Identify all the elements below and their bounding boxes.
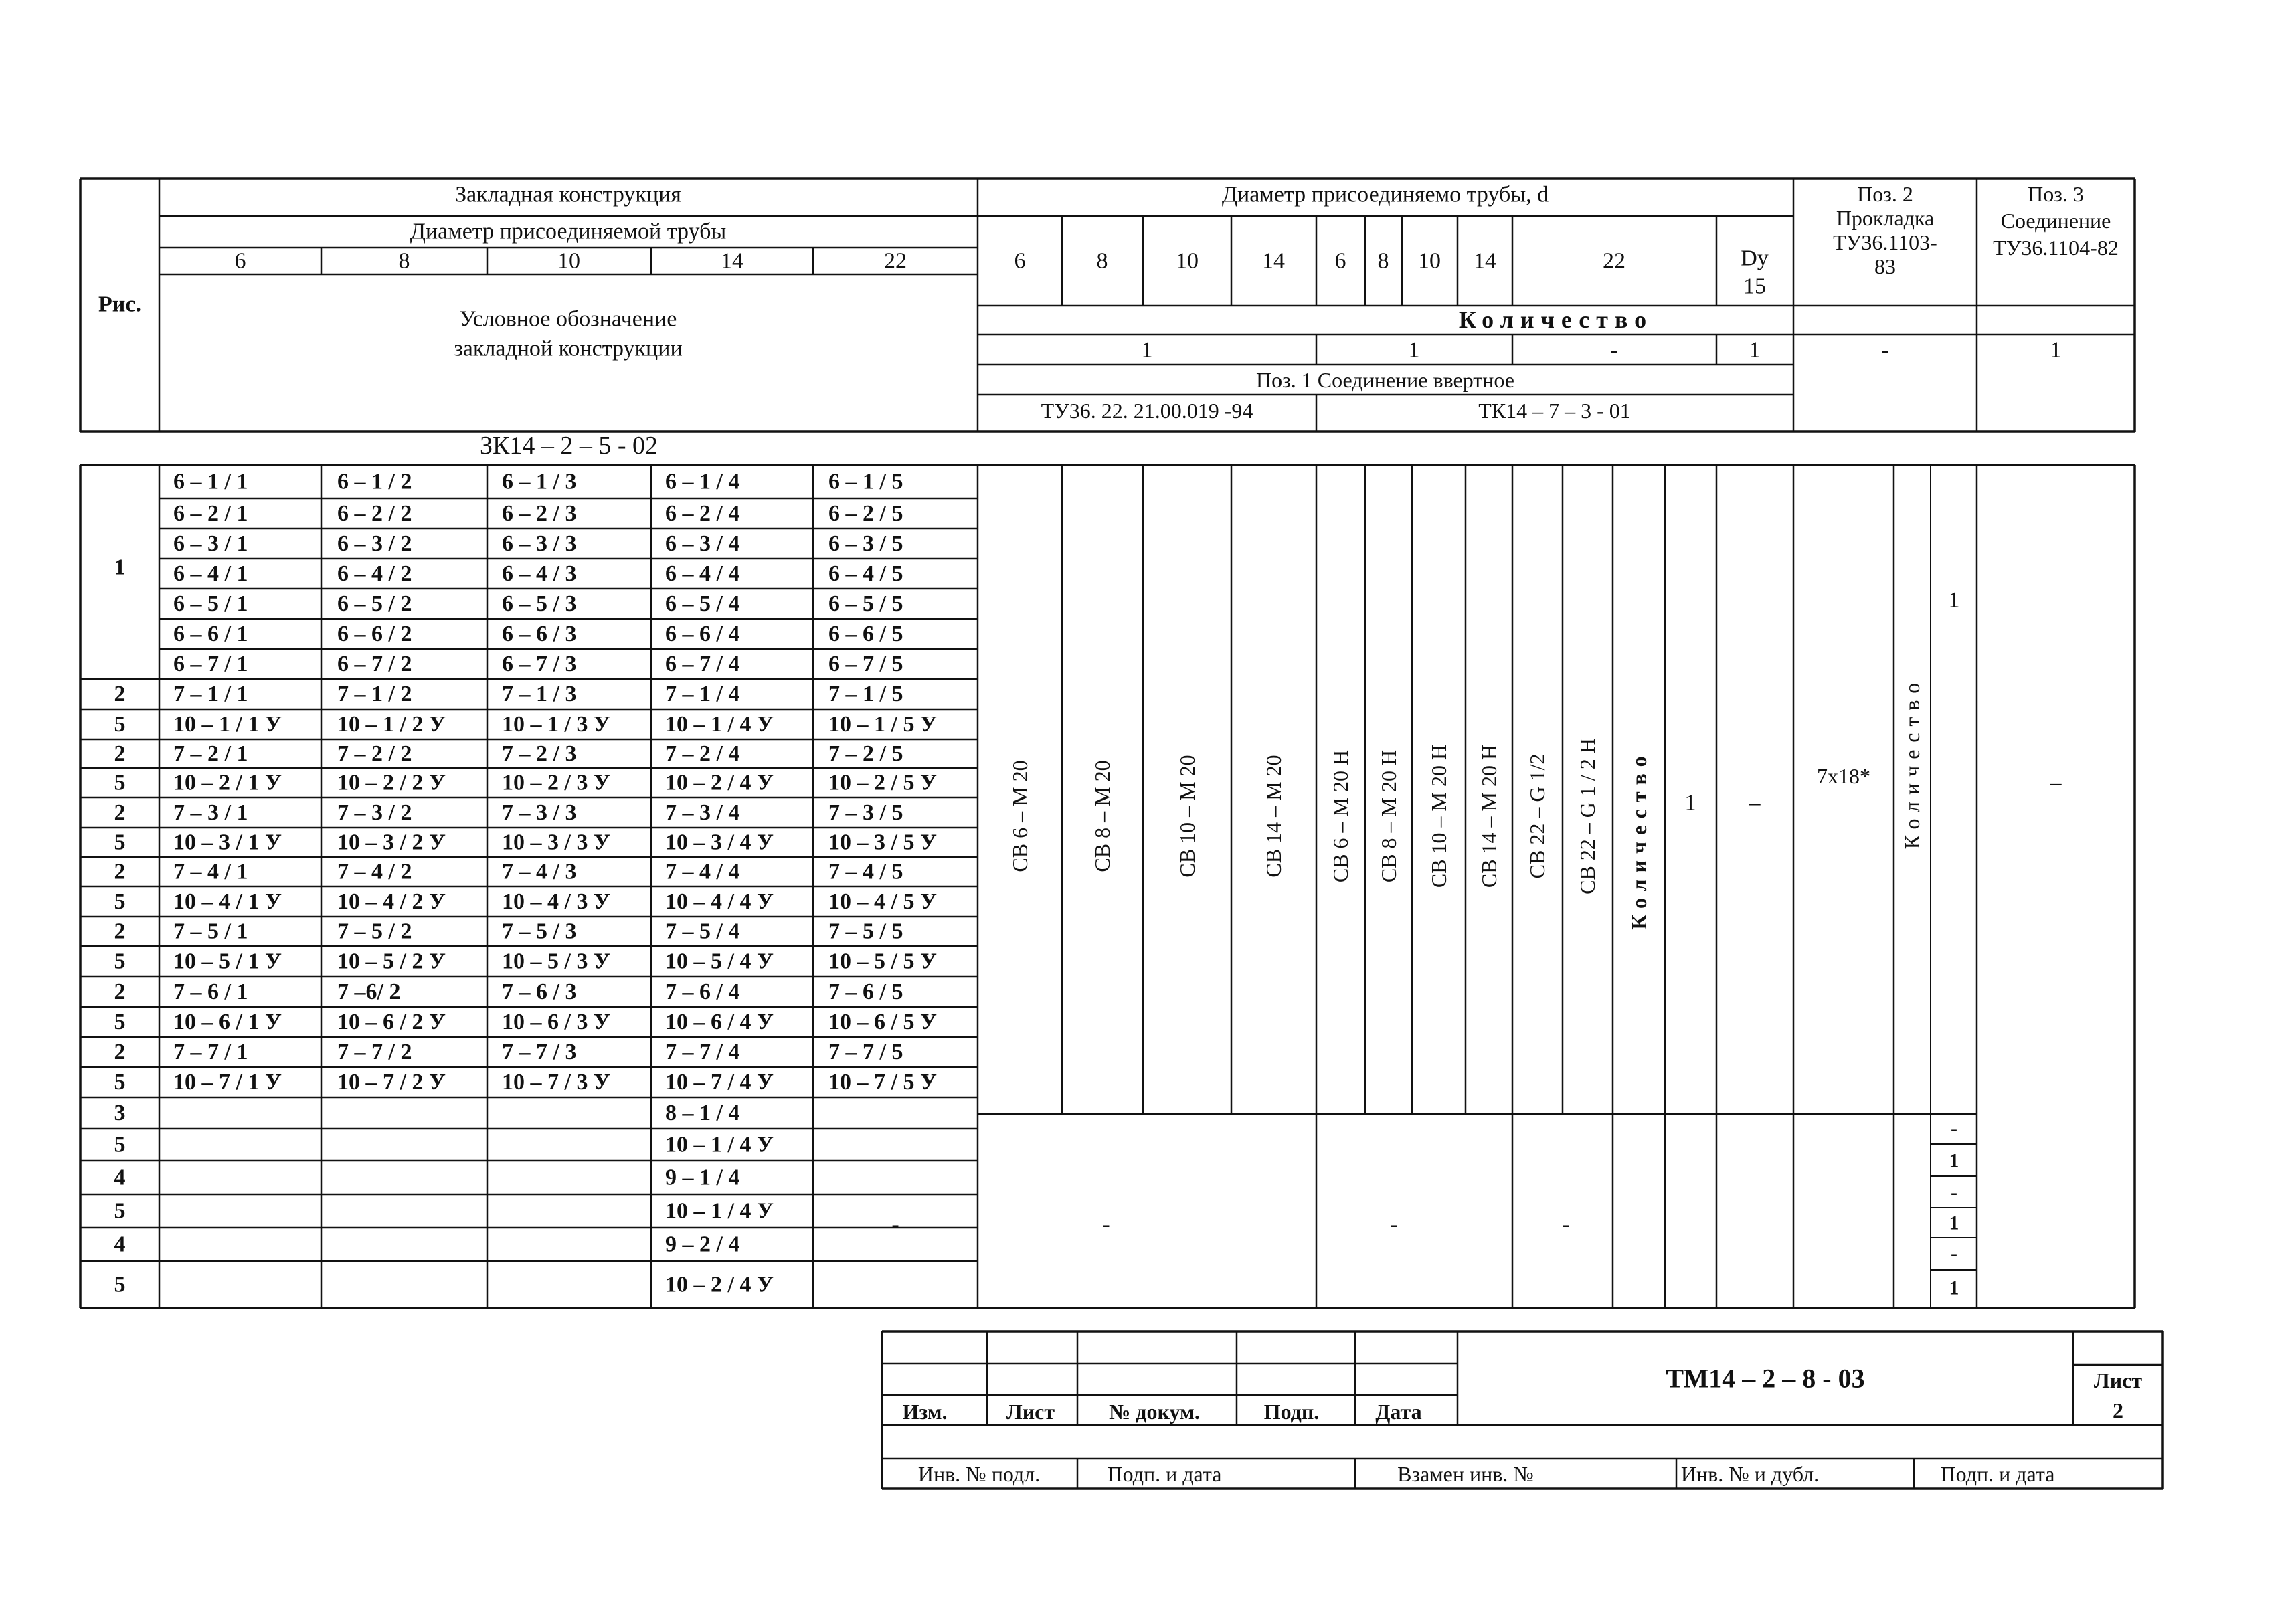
designation-cell: 7 – 5 / 1: [173, 919, 248, 944]
designation-cell: 7 – 6 / 1: [173, 979, 248, 1004]
designation-cell: 7 – 5 / 5: [828, 919, 903, 944]
upper-qty: 1: [1684, 790, 1696, 816]
tu-right: ТК14 – 7 – 3 - 01: [1478, 399, 1631, 423]
designation-cell: 10 – 1 / 2 У: [337, 712, 446, 737]
designation-cell: 10 – 3 / 1 У: [173, 830, 282, 855]
diam-value: 10: [557, 248, 580, 274]
designation-cell: 10 – 5 / 1 У: [173, 949, 282, 974]
pipe-diam: 8: [1096, 248, 1108, 274]
designation-cell: 6 – 7 / 5: [828, 652, 903, 676]
vertical-label: СВ 22 – G 1 / 2 Н: [1575, 738, 1599, 895]
designation-cell: 6 – 6 / 2: [337, 622, 412, 646]
designation-cell: 10 – 4 / 1 У: [173, 889, 282, 914]
designation-cell: 10 – 1 / 4 У: [665, 1198, 774, 1224]
qty-value: 1: [1408, 337, 1420, 363]
designation-cell: 7 – 1 / 2: [337, 682, 412, 707]
designation-cell: 10 – 6 / 4 У: [665, 1010, 774, 1034]
pipe-diam: 14: [1474, 248, 1496, 274]
designation-cell: 7 – 7 / 1: [173, 1040, 248, 1064]
fig-number: 1: [114, 555, 126, 580]
designation-cell: 7 – 2 / 5: [828, 741, 903, 766]
designation-cell: 7 – 2 / 2: [337, 741, 412, 766]
fig-number: 5: [114, 1198, 126, 1224]
designation-cell: 10 – 2 / 1 У: [173, 770, 282, 795]
designation-cell: 7 – 3 / 5: [828, 800, 903, 825]
diam-value: 6: [234, 248, 246, 274]
diam-pipe-title: Диаметр присоединяемо трубы, d: [1221, 182, 1549, 207]
stamp-bottom: Подп. и дата: [1940, 1462, 2055, 1486]
designation-cell: 7 – 4 / 4: [665, 859, 740, 884]
designation-cell: 6 – 1 / 1: [173, 469, 248, 494]
fig-number: 2: [114, 682, 126, 707]
fig-number: 3: [114, 1101, 126, 1125]
designation-cell: 7 – 4 / 2: [337, 859, 412, 884]
designation-cell: 10 – 1 / 1 У: [173, 712, 282, 737]
designation-cell: 10 – 4 / 3 У: [502, 889, 610, 914]
pos2-line: ТУ36.1103-: [1833, 230, 1937, 254]
stamp-bottom: Инв. № подл.: [917, 1462, 1041, 1486]
vertical-label: СВ 14 – М 20 Н: [1477, 744, 1501, 888]
designation-cell: 6 – 3 / 4: [665, 531, 740, 556]
designation-cell: 7 – 7 / 5: [828, 1040, 903, 1064]
stamp-label: Дата: [1375, 1400, 1422, 1424]
sheet-number: 2: [2113, 1398, 2123, 1422]
designation-cell: 7 – 6 / 5: [828, 979, 903, 1004]
uslovnoe-line2: закладной конструкции: [454, 336, 683, 361]
pos1-label: Поз. 1 Соединение ввертное: [1256, 368, 1514, 392]
vertical-label: СВ 8 – М 20: [1090, 760, 1114, 872]
right-small-qty: 1: [1949, 1149, 1959, 1172]
designation-cell: 6 – 1 / 5: [828, 469, 903, 494]
stamp-label: Изм.: [902, 1400, 948, 1424]
pipe-diam: 22: [1603, 248, 1625, 274]
designation-cell: 10 – 7 / 4 У: [665, 1070, 774, 1095]
tu-left: ТУ36. 22. 21.00.019 -94: [1041, 399, 1253, 423]
designation-cell: 10 – 1 / 4 У: [665, 712, 774, 737]
pipe-diam: 14: [1262, 248, 1285, 274]
fig-number: 2: [114, 859, 126, 884]
designation-cell: 7 – 2 / 1: [173, 741, 248, 766]
sheet-label: Лист: [2093, 1368, 2143, 1392]
designation-cell: 7 – 1 / 1: [173, 682, 248, 707]
upper-dash: –: [1749, 790, 1761, 816]
designation-cell: 7 – 2 / 3: [502, 741, 577, 766]
designation-cell: 6 – 3 / 1: [173, 531, 248, 556]
designation-cell: 6 – 6 / 5: [828, 622, 903, 646]
designation-cell: 10 – 6 / 3 У: [502, 1010, 610, 1034]
qty-value: 1: [1141, 337, 1153, 363]
designation-cell: 6 – 7 / 1: [173, 652, 248, 676]
designation-cell: 7 – 5 / 3: [502, 919, 577, 944]
designation-cell: 6 – 1 / 3: [502, 469, 577, 494]
designation-cell: 10 – 3 / 4 У: [665, 830, 774, 855]
right-qty-top: 1: [1948, 587, 1960, 613]
designation-cell: 7 – 7 / 2: [337, 1040, 412, 1064]
designation-cell: 7 – 6 / 3: [502, 979, 577, 1004]
stamp-label: Лист: [1006, 1400, 1055, 1424]
stamp-bottom: Подп. и дата: [1107, 1462, 1222, 1486]
designation-cell: 6 – 4 / 3: [502, 561, 577, 586]
designation-cell: 6 – 6 / 4: [665, 622, 740, 646]
fig-number: 2: [114, 800, 126, 825]
designation-cell: 7 – 4 / 1: [173, 859, 248, 884]
designation-cell: 10 – 7 / 1 У: [173, 1070, 282, 1095]
fig-number: 5: [114, 949, 126, 974]
vertical-label: СВ 6 – М 20: [1008, 760, 1032, 872]
designation-cell: 6 – 4 / 2: [337, 561, 412, 586]
fig-number: 4: [114, 1232, 126, 1257]
designation-cell: 6 – 4 / 1: [173, 561, 248, 586]
pipe-diam: 8: [1377, 248, 1389, 274]
stamp-designation: ТМ14 – 2 – 8 - 03: [1666, 1363, 1865, 1394]
designation-cell: 10 – 5 / 5 У: [828, 949, 937, 974]
pos3-line: Соединение: [2000, 209, 2111, 233]
designation-cell: 6 – 7 / 3: [502, 652, 577, 676]
diam-value: 22: [884, 248, 907, 274]
designation-cell: 10 – 4 / 5 У: [828, 889, 937, 914]
designation-cell: 10 – 6 / 2 У: [337, 1010, 446, 1034]
designation-cell: 10 – 6 / 5 У: [828, 1010, 937, 1034]
fig-number: 5: [114, 770, 126, 795]
designation-cell: 6 – 5 / 5: [828, 591, 903, 616]
fig-number: 2: [114, 741, 126, 766]
right-small-qty: 1: [1949, 1277, 1959, 1299]
designation-cell: 7 – 3 / 2: [337, 800, 412, 825]
fig-number: 5: [114, 1070, 126, 1095]
designation-cell: 6 – 5 / 3: [502, 591, 577, 616]
fig-number: 5: [114, 889, 126, 914]
designation-cell: 6 – 3 / 3: [502, 531, 577, 556]
designation-cell: 6 – 1 / 4: [665, 469, 740, 494]
pos2-line: Поз. 2: [1857, 182, 1913, 206]
designation-cell: 10 – 4 / 4 У: [665, 889, 774, 914]
designation-cell: 6 – 1 / 2: [337, 469, 412, 494]
designation-cell: 7 – 6 / 4: [665, 979, 740, 1004]
designation-cell: 7 – 1 / 4: [665, 682, 740, 707]
designation-cell: 7 – 3 / 4: [665, 800, 740, 825]
pipe-diam: 6: [1014, 248, 1026, 274]
diam-value: 8: [398, 248, 410, 274]
pos2-line: Прокладка: [1836, 206, 1935, 230]
designation-cell: 6 – 2 / 2: [337, 501, 412, 526]
designation-cell: 7 – 1 / 5: [828, 682, 903, 707]
lower-dash: -: [891, 1212, 899, 1237]
designation-cell: 6 – 7 / 2: [337, 652, 412, 676]
designation-cell: 10 – 5 / 2 У: [337, 949, 446, 974]
designation-cell: 6 – 7 / 4: [665, 652, 740, 676]
dy-value: 15: [1743, 274, 1766, 299]
fig-number: 2: [114, 919, 126, 944]
vertical-label: СВ 8 – М 20 Н: [1377, 749, 1401, 883]
designation-cell: 10 – 3 / 5 У: [828, 830, 937, 855]
designation-cell: 10 – 6 / 1 У: [173, 1010, 282, 1034]
designation-cell: 7 – 7 / 4: [665, 1040, 740, 1064]
fig-number: 4: [114, 1165, 126, 1190]
designation-cell: 10 – 7 / 5 У: [828, 1070, 937, 1095]
table-text: [98, 182, 2142, 1486]
designation-cell: 10 – 4 / 2 У: [337, 889, 446, 914]
fig-number: 2: [114, 979, 126, 1004]
designation-cell: 6 – 3 / 2: [337, 531, 412, 556]
designation-cell: 7 – 2 / 4: [665, 741, 740, 766]
right-small-qty: 1: [1949, 1212, 1959, 1234]
pipe-diam: 10: [1176, 248, 1199, 274]
pipe-diam: 10: [1418, 248, 1441, 274]
pos3-line: ТУ36.1104-82: [1993, 236, 2119, 260]
designation-cell: 10 – 2 / 4 У: [665, 1272, 774, 1297]
designation-cell: 6 – 4 / 4: [665, 561, 740, 586]
designation-cell: 10 – 3 / 3 У: [502, 830, 610, 855]
pipe-diam: 6: [1334, 248, 1346, 274]
stamp-bottom: Взамен инв. №: [1397, 1462, 1534, 1486]
pos3-upper-dash: –: [2050, 770, 2062, 795]
lower-dash: -: [1562, 1212, 1570, 1237]
designation-cell: 10 – 5 / 3 У: [502, 949, 610, 974]
designation-cell: 6 – 2 / 4: [665, 501, 740, 526]
pos2-line: 83: [1874, 254, 1896, 278]
vertical-label: СВ 10 – М 20 Н: [1427, 744, 1451, 888]
right-small-qty: -: [1951, 1242, 1957, 1265]
lower-dash: -: [1102, 1212, 1110, 1237]
designation-cell: 7 –6/ 2: [337, 979, 401, 1004]
designation-cell: 7 – 5 / 4: [665, 919, 740, 944]
designation-cell: 6 – 5 / 1: [173, 591, 248, 616]
kolichestvo-vertical-2: Количество: [1900, 676, 1924, 850]
zaklad-title: Закладная конструкция: [455, 182, 681, 207]
uslovnoe-line1: Условное обозначение: [459, 306, 677, 332]
designation-cell: 10 – 7 / 3 У: [502, 1070, 610, 1095]
vertical-label: СВ 10 – М 20: [1175, 755, 1199, 878]
designation-cell: 9 – 2 / 4: [665, 1232, 740, 1257]
designation-cell: 10 – 2 / 5 У: [828, 770, 937, 795]
right-small-qty: -: [1951, 1117, 1957, 1140]
designation-cell: 7 – 4 / 5: [828, 859, 903, 884]
designation-cell: 7 – 4 / 3: [502, 859, 577, 884]
designation-cell: 6 – 5 / 2: [337, 591, 412, 616]
designation-cell: 7 – 3 / 3: [502, 800, 577, 825]
vertical-label: СВ 6 – М 20 Н: [1328, 749, 1352, 883]
designation-cell: 10 – 1 / 4 У: [665, 1132, 774, 1157]
designation-cell: 10 – 5 / 4 У: [665, 949, 774, 974]
stamp-label: № докум.: [1109, 1400, 1200, 1424]
fig-number: 5: [114, 712, 126, 737]
right-small-qty: -: [1951, 1181, 1957, 1204]
designation-cell: 6 – 6 / 3: [502, 622, 577, 646]
designation-cell: 6 – 5 / 4: [665, 591, 740, 616]
dy-label: Dy: [1741, 246, 1769, 271]
qty-value: 1: [1749, 337, 1761, 363]
designation-cell: 10 – 7 / 2 У: [337, 1070, 446, 1095]
designation-cell: 7 – 5 / 2: [337, 919, 412, 944]
lower-dash: -: [1390, 1212, 1398, 1237]
pos3-qty: 1: [2050, 337, 2062, 363]
designation-cell: 8 – 1 / 4: [665, 1101, 740, 1125]
designation-cell: 7 – 3 / 1: [173, 800, 248, 825]
designation-cell: 7 – 7 / 3: [502, 1040, 577, 1064]
fig-number: 5: [114, 1132, 126, 1157]
ris-header: Рис.: [98, 292, 141, 317]
fig-number: 5: [114, 1010, 126, 1034]
designation-cell: 10 – 2 / 2 У: [337, 770, 446, 795]
gasket-size: 7х18*: [1817, 764, 1870, 788]
designation-cell: 6 – 3 / 5: [828, 531, 903, 556]
vertical-label: СВ 14 – М 20: [1261, 755, 1286, 878]
designation-cell: 6 – 6 / 1: [173, 622, 248, 646]
qty-value: -: [1610, 337, 1618, 363]
designation-cell: 9 – 1 / 4: [665, 1165, 740, 1190]
fig-number: 5: [114, 1272, 126, 1297]
designation-cell: 6 – 2 / 1: [173, 501, 248, 526]
designation-cell: 7 – 1 / 3: [502, 682, 577, 707]
designation-cell: 10 – 2 / 3 У: [502, 770, 610, 795]
diam-label: Диаметр присоединяемой трубы: [410, 219, 727, 244]
vertical-label: СВ 22 – G 1/2: [1525, 753, 1549, 879]
stamp-label: Подп.: [1263, 1400, 1320, 1424]
designation-cell: 6 – 2 / 3: [502, 501, 577, 526]
pos2-qty: -: [1881, 337, 1889, 363]
fig-number: 5: [114, 830, 126, 855]
kolichestvo-vertical: Количество: [1627, 749, 1651, 930]
stamp-bottom: Инв. № и дубл.: [1680, 1462, 1820, 1486]
pos3-line: Поз. 3: [2028, 182, 2084, 206]
designation-cell: 6 – 4 / 5: [828, 561, 903, 586]
fig-number: 2: [114, 1040, 126, 1064]
block-title: ЗК14 – 2 – 5 - 02: [479, 432, 658, 460]
designation-cell: 10 – 1 / 3 У: [502, 712, 610, 737]
designation-cell: 6 – 2 / 5: [828, 501, 903, 526]
designation-cell: 10 – 2 / 4 У: [665, 770, 774, 795]
designation-cell: 10 – 3 / 2 У: [337, 830, 446, 855]
designation-cell: 10 – 1 / 5 У: [828, 712, 937, 737]
diam-value: 14: [721, 248, 743, 274]
kolichestvo-header: Количество: [1458, 306, 1654, 333]
